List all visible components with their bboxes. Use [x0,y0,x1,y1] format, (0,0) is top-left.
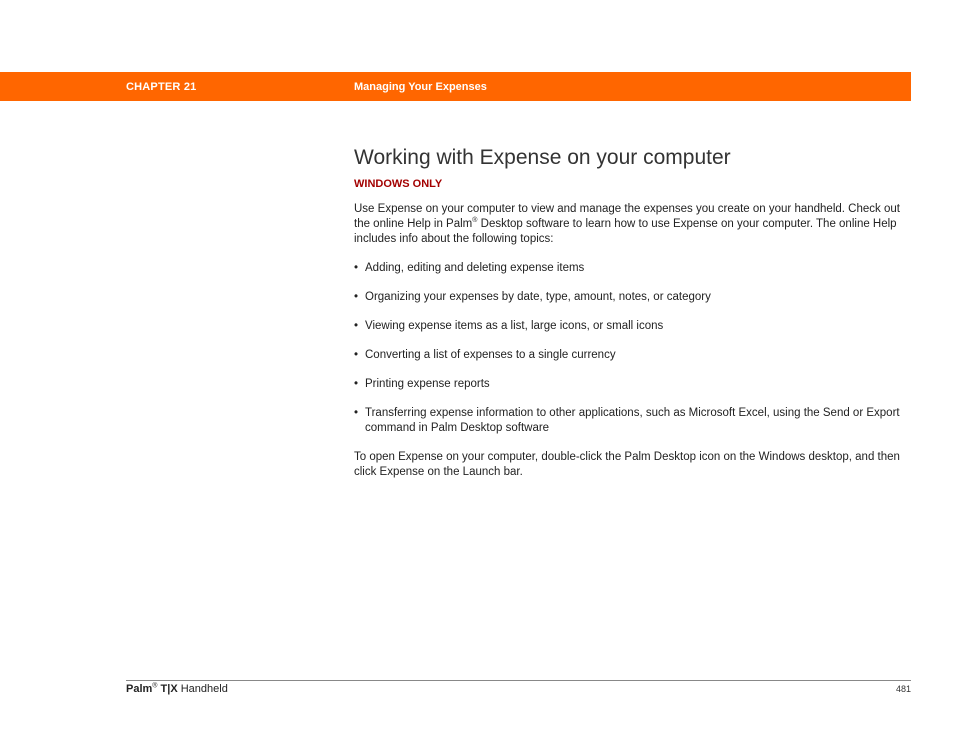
chapter-title: Managing Your Expenses [354,81,487,93]
topics-list [354,261,910,436]
footer-registered-mark: ® [152,682,158,690]
intro-text-part1: Use Expense on your computer to view and manage the expenses you create on your handheld. Check out the online Help in Palm [354,203,900,230]
bullet-icon: • [354,349,359,361]
page-number: 481 [895,684,911,694]
list-item [354,377,910,392]
list-item [354,348,910,363]
registered-mark: ® [472,217,478,225]
brand-name: Palm [126,683,153,695]
bullet-icon: • [354,320,359,332]
intro-paragraph [354,202,910,247]
product-type: Handheld [180,683,228,695]
bullet-icon: • [354,291,359,303]
bullet-icon: • [354,378,359,390]
chapter-number: CHAPTER 21 [126,81,197,93]
list-item-text: Adding, editing and deleting expense items [365,262,585,274]
footer-product-name [126,683,228,695]
page-title: Working with Expense on your computer [354,146,731,169]
list-item [354,290,910,305]
platform-note: WINDOWS ONLY [354,178,443,190]
intro-text-part2: Desktop software to learn how to use Expense on your computer. The online Help includes info about the following topics: [354,218,897,245]
list-item-text: Organizing your expenses by date, type, amount, notes, or category [365,291,711,303]
list-item-text: Viewing expense items as a list, large icons, or small icons [365,320,664,332]
bullet-icon: • [354,262,359,274]
bullet-icon: • [354,407,359,419]
model-name: T|X [160,683,178,695]
closing-paragraph: To open Expense on your computer, double-click the Palm Desktop icon on the Windows desktop, and then click Expense on the Launch bar. [354,451,900,478]
main-content [354,145,910,480]
list-item-text: Converting a list of expenses to a single currency [365,349,616,361]
footer-divider [126,680,911,681]
list-item [354,261,910,276]
list-item [354,406,910,436]
list-item-text: Printing expense reports [365,378,490,390]
list-item-text: Transferring expense information to other applications, such as Microsoft Excel, using the Send or Export command in Palm Desktop software [365,407,900,434]
list-item [354,319,910,334]
